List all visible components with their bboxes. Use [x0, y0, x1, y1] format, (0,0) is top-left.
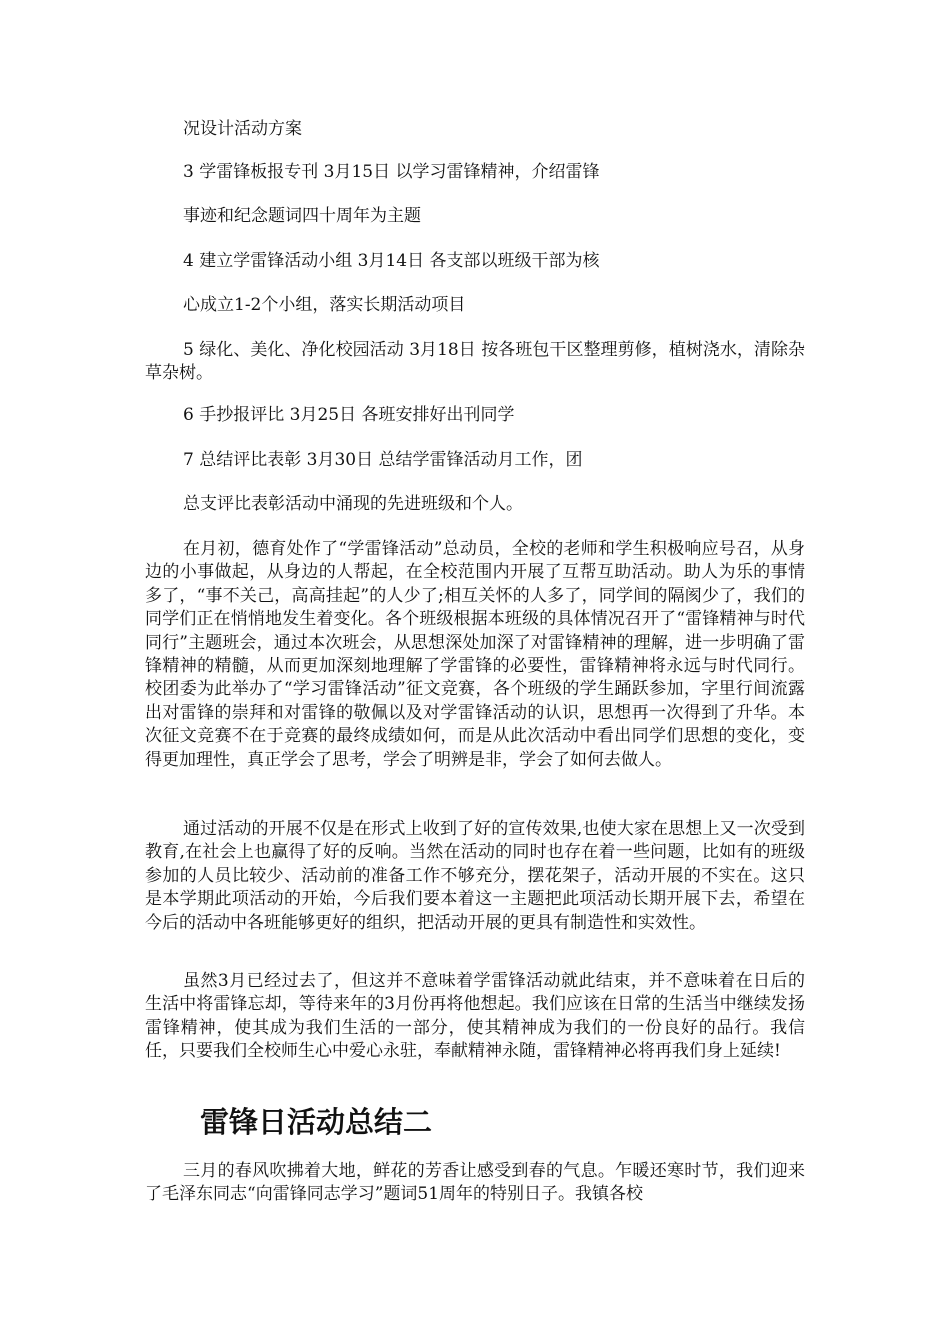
plan-item-7-line: 7 总结评比表彰 3月30日 总结学雷锋活动月工作，团 [183, 450, 583, 470]
plan-item-5-paragraph: 5 绿化、美化、净化校园活动 3月18日 按各班包干区整理剪修，植树浇水，清除杂草杂树。 [145, 340, 805, 384]
summary-paragraph-3: 虽然3月已经过去了，但这并不意味着学雷锋活动就此结束，并不意味着在日后的生活中将雷锋忘却，等待来年的3月份再将他想起。我们应该在日常的生活当中继续发扬雷锋精神，使其成为我们生活的一部分，使其精神成为我们的一份良好的品行。我信任，只要我们全校师生心中爱心永驻，奉献精神永随，雷锋精神必将再我们身上延续! [145, 971, 805, 1062]
plan-item-3-continued-line: 事迹和纪念题词四十周年为主题 [183, 206, 421, 226]
summary-paragraph-1: 在月初，德育处作了“学雷锋活动”总动员，全校的老师和学生积极响应号召，从身边的小事做起，从身边的人帮起，在全校范围内开展了互帮互助活动。助人为乐的事情多了，“事不关己，高高挂起”的人少了;相互关怀的人多了，同学间的隔阂少了，我们的同学们正在悄悄地发生着变化。各个班级根据本班级的具体情况召开了“雷锋精神与时代同行”主题班会，通过本次班会，从思想深处加深了对雷锋精神的理解，进一步明确了雷锋精神的精髓，从而更加深刻地理解了学雷锋的必要性，雷锋精神将永远与时代同行。校团委为此举办了“学习雷锋活动”征文竞赛，各个班级的学生踊跃参加，字里行间流露出对雷锋的崇拜和对雷锋的敬佩以及对学雷锋活动的认识，思想再一次得到了升华。本次征文竞赛不在于竞赛的最终成绩如何，而是从此次活动中看出同学们思想的变化，变得更加理性，真正学会了思考，学会了明辨是非，学会了如何去做人。 [145, 539, 805, 770]
summary-paragraph-2: 通过活动的开展不仅是在形式上收到了好的宣传效果,也使大家在思想上又一次受到教育,在社会上也赢得了好的反响。当然在活动的同时也存在着一些问题，比如有的班级参加的人员比较少、活动前的准备工作不够充分，摆花架子，活动开展的不实在。这只是本学期此项活动的开始，今后我们要本着这一主题把此项活动长期开展下去，希望在今后的活动中各班能够更好的组织，把活动开展的更具有制造性和实效性。 [145, 819, 805, 933]
closing-paragraph: 三月的春风吹拂着大地，鲜花的芳香让感受到春的气息。乍暖还寒时节，我们迎来了毛泽东同志“向雷锋同志学习”题词51周年的特别日子。我镇各校 [145, 1161, 805, 1205]
plan-item-7-continued-line: 总支评比表彰活动中涌现的先进班级和个人。 [183, 494, 523, 514]
plan-item-4-line: 4 建立学雷锋活动小组 3月14日 各支部以班级干部为核 [183, 251, 600, 271]
plan-item-6-line: 6 手抄报评比 3月25日 各班安排好出刊同学 [183, 405, 515, 425]
plan-item-3-line: 3 学雷锋板报专刊 3月15日 以学习雷锋精神，介绍雷锋 [183, 162, 600, 182]
plan-item-4-continued-line: 心成立1-2个小组，落实长期活动项目 [183, 295, 466, 315]
section-heading: 雷锋日活动总结二 [200, 1105, 433, 1139]
plan-line: 况设计活动方案 [183, 119, 302, 139]
